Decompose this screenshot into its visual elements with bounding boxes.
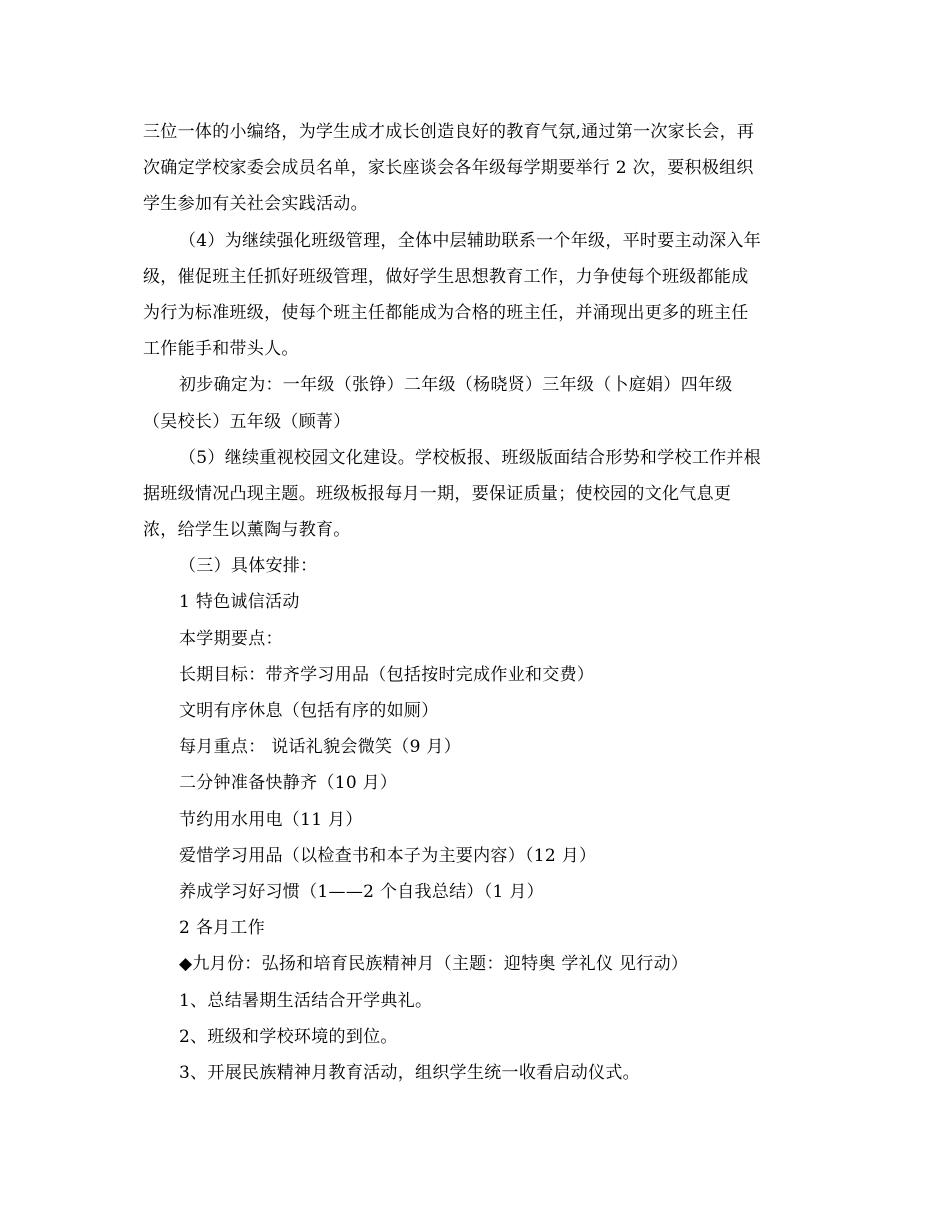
paragraph-line: 文明有序休息（包括有序的如厕） [179,701,439,721]
paragraph-line: （吴校长）五年级（顾菁） [143,411,351,432]
list-item: 1、总结暑期生活结合开学典礼。 [179,990,433,1011]
paragraph-line: 浓，给学生以薰陶与教育。 [143,520,351,541]
document-body [143,114,813,1091]
paragraph-line: 长期目标：带齐学习用品（包括按时完成作业和交费） [179,664,595,685]
month-heading: ◆九月份：弘扬和培育民族精神月（主题：迎特奥 学礼仪 见行动） [179,954,689,975]
paragraph-line: 二分钟准备快静齐（10 月） [179,773,398,794]
paragraph-line: 次确定学校家委会成员名单，家长座谈会各年级每学期要举行 2 次，要积极组织 [143,158,754,179]
paragraph-line: 据班级情况凸现主题。班级板报每月一期，要保证质量；使校园的文化气息更 [143,483,732,504]
paragraph-line: 学生参加有关社会实践活动。 [143,194,368,215]
paragraph-line: （4）为继续强化班级管理，全体中层辅助联系一个年级，平时要主动深入年 [179,230,762,251]
section-heading: （三）具体安排： [179,556,318,577]
paragraph-line: 本学期要点： [179,628,283,649]
paragraph-line: 为行为标准班级，使每个班主任都能成为合格的班主任，并涌现出更多的班主任 [143,302,749,323]
subsection-heading: 2 各月工作 [179,918,266,939]
list-item: 2、班级和学校环境的到位。 [179,1026,398,1047]
paragraph-line: 爱惜学习用品（以检查书和本子为主要内容）（12 月） [179,845,597,866]
paragraph-line: 每月重点： 说话礼貌会微笑（9 月） [179,737,462,758]
paragraph-line: 养成学习好习惯（1——2 个自我总结）（1 月） [179,881,544,902]
paragraph-line: 工作能手和带头人。 [143,339,299,360]
paragraph-line: 级，催促班主任抓好班级管理，做好学生思想教育工作，力争使每个班级都能成 [143,266,749,287]
paragraph-line: （5）继续重视校园文化建设。学校板报、班级版面结合形势和学校工作并根 [179,447,762,468]
list-item: 3、开展民族精神月教育活动，组织学生统一收看启动仪式。 [179,1062,640,1083]
paragraph-line: 三位一体的小编络，为学生成才成长创造良好的教育气氛,通过第一次家长会，再 [143,122,755,142]
paragraph-line: 初步确定为：一年级（张铮）二年级（杨晓贤）三年级（卜庭娟）四年级 [179,375,733,396]
subsection-heading: 1 特色诚信活动 [179,592,300,613]
paragraph-line: 节约用水用电（11 月） [179,809,363,830]
